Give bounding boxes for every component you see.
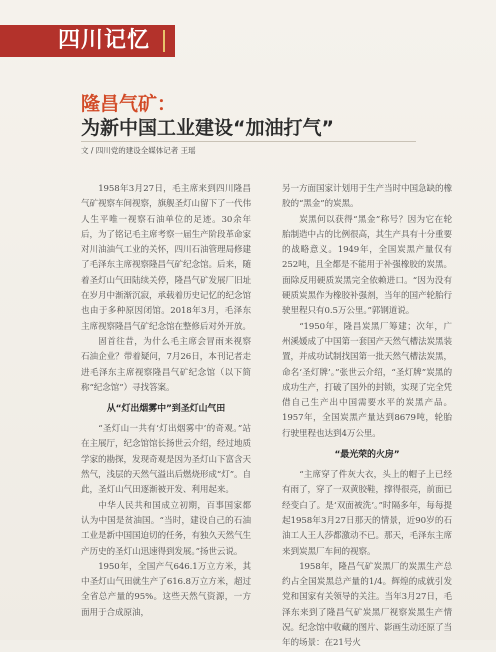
paragraph: 另一方面国家计划用于生产当时中国急缺的橡胶的“黑金”的炭黑。 [282,184,452,210]
paragraph: 固首往昔，为什么毛主席会冒雨来视察石油企业？带着疑问，7月26日，本刊记者走进毛泽东主席视察隆昌气矿纪念馆（以下简称“纪念馆”）寻找答案。 [81,336,251,393]
paragraph: “1950年，隆昌炭黑厂筹建；次年，广州溪媛成了中国第一套国产天然气槽法炭黑装置，并成功试制找国第一批天然气槽法炭黑，命名‘圣灯牌’。”张世云介绍，“圣灯牌”炭黑的成功生产，打破了国外的封锁，实现了完全凭借自己生产出中国需要水平的炭黑产品。1957年，全国炭黑产量达到8679吨，轮胎行驶里程也达到4万公里。 [282,321,452,439]
byline: 文 / 四川党的建设全媒体记者 王瑶 [81,146,196,155]
paragraph: “主席穿了件灰大衣，头上的帽子上已经有雨了，穿了一双黄胶鞋，撑得很亮，前面已经变白了。是‘双面被洗’。”时隔多年，每每提起1958年3月27日那天的情景，近90岁的石油工人王人莎都激动不已。那天，毛泽东主席来到炭黑厂车间的视察。 [282,470,452,557]
paragraph: “圣灯山一共有‘灯出烟雾中’的奇观。”站在主展厅，纪念馆馆长扬世云介绍，经过地质学家的勘探，发现奇观是因为圣灯山下富含天然气，浅层的天然气溢出后燃烧形成“灯”。自此，圣灯山气田逐渐被开发、利用起来。 [81,424,251,496]
subheading: 从“灯出烟雾中”到圣灯山气田 [106,404,226,415]
section-title: 四川记忆 [58,28,151,53]
paragraph: 炭黑何以获得“黑金”称号？因为它在轮胎制造中占的比例很高，其生产具有十分重要的战略意义。1949年，全国炭黑产量仅有252吨，且全都是不能用于补强橡胶的炭黑。面除反用硬质炭黑完全依赖进口。“因为没有硬质炭黑作为橡胶补强剂，当年的国产轮胎行驶里程只有0.5万公里。”郭钢道说。 [282,214,452,317]
left-column [81,182,251,621]
article-title-line1: 隆昌气矿： [81,93,177,115]
paragraph: 1950年，全国产气646.1万立方米，其中圣灯山气田就生产了616.8万立方米，超过全省总产量的95%。这些天然气资源，一方面用于合成原油， [81,561,251,618]
right-column [282,182,452,652]
paragraph: 中华人民共和国成立初期，百事国家都认为中国是贫油国。“当时，建设自己的石油工业是新中国国迫切的任务，有独久天然气生产历史的圣灯山迅速得到发展。”扬世云说。 [81,500,251,557]
title-divider [81,141,416,142]
article-title-line2: 为新中国工业建设“加油打气” [81,117,334,139]
paragraph: 1958年3月27日，毛主席来到四川隆昌气矿视察车间视察，旗舰圣灯山留下了一代伟人生平唯一视察石油单位的足迹。30余年后，为了铭记毛主席考察一届生产阶段革命家对川油油气工业的关怀，四川石油管理局修建了毛泽东主席视察隆昌气矿纪念馆。后来，随着圣灯山气田陆续关停，隆昌气矿发展厂旧址在岁月中渐渐沉寂，承载着历史记忆的纪念馆也由于多种原因闭馆。2018年3月，毛泽东主席视察隆昌气矿纪念馆在整修后对外开放。 [81,184,251,332]
paragraph: 1958年，隆昌气矿炭黑厂的炭黑生产总约占全国炭黑总产量的1/4。辉煌的成就引发党和国家有关领导的关注。当年3月27日，毛泽东来到了隆昌气矿炭黑厂视察炭黑生产情况。纪念馆中收藏的图片、影画生动还原了当年的场景：在21号火 [282,561,452,649]
section-divider [163,30,165,52]
subheading: “最光荣的火房” [334,450,400,461]
